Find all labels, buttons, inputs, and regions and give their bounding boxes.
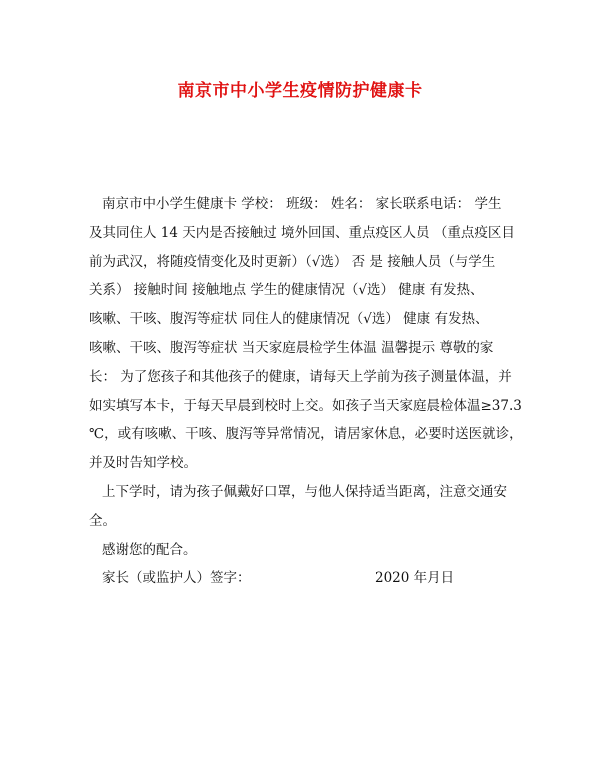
document-body [89,190,529,593]
body-line: 关系） 接触时间 接触地点 学生的健康情况（√选） 健康 有发热、 [89,282,484,299]
body-line: 长： 为了您孩子和其他孩子的健康，请每天上学前为孩子测量体温，并 [89,368,512,385]
body-line: 如实填写本卡，于每天早晨到校时上交。如孩子当天家庭晨检体温≥37.3 [89,397,522,414]
body-line: 及其同住人 14 天内是否接触过 境外回国、重点疫区人员 （重点疫区目 [89,224,515,241]
reminder-line: 全。 [89,512,116,529]
signature-label: 家长（或监护人）签字： [102,570,251,587]
body-line: 前为武汉，将随疫情变化及时更新）（√选） 否 是 接触人员（与学生 [89,253,496,270]
document-title: 南京市中小学生疫情防护健康卡 [177,81,423,101]
body-line: ℃，或有咳嗽、干咳、腹泻等异常情况，请居家休息，必要时送医就诊， [89,426,523,443]
body-line: 并及时告知学校。 [89,455,197,472]
body-line: 咳嗽、干咳、腹泻等症状 当天家庭晨检学生体温 温馨提示 尊敬的家 [89,339,494,356]
signature-date: 2020 年月日 [375,570,455,587]
body-line: 南京市中小学生健康卡 学校： 班级： 姓名： 家长联系电话： 学生 [102,196,502,212]
reminder-line: 上下学时，请为孩子佩戴好口罩，与他人保持适当距离，注意交通安 [102,483,507,500]
thanks-line: 感谢您的配合。 [102,541,197,558]
signature-row [89,564,529,593]
body-line: 咳嗽、干咳、腹泻等症状 同住人的健康情况（√选） 健康 有发热、 [89,311,489,328]
